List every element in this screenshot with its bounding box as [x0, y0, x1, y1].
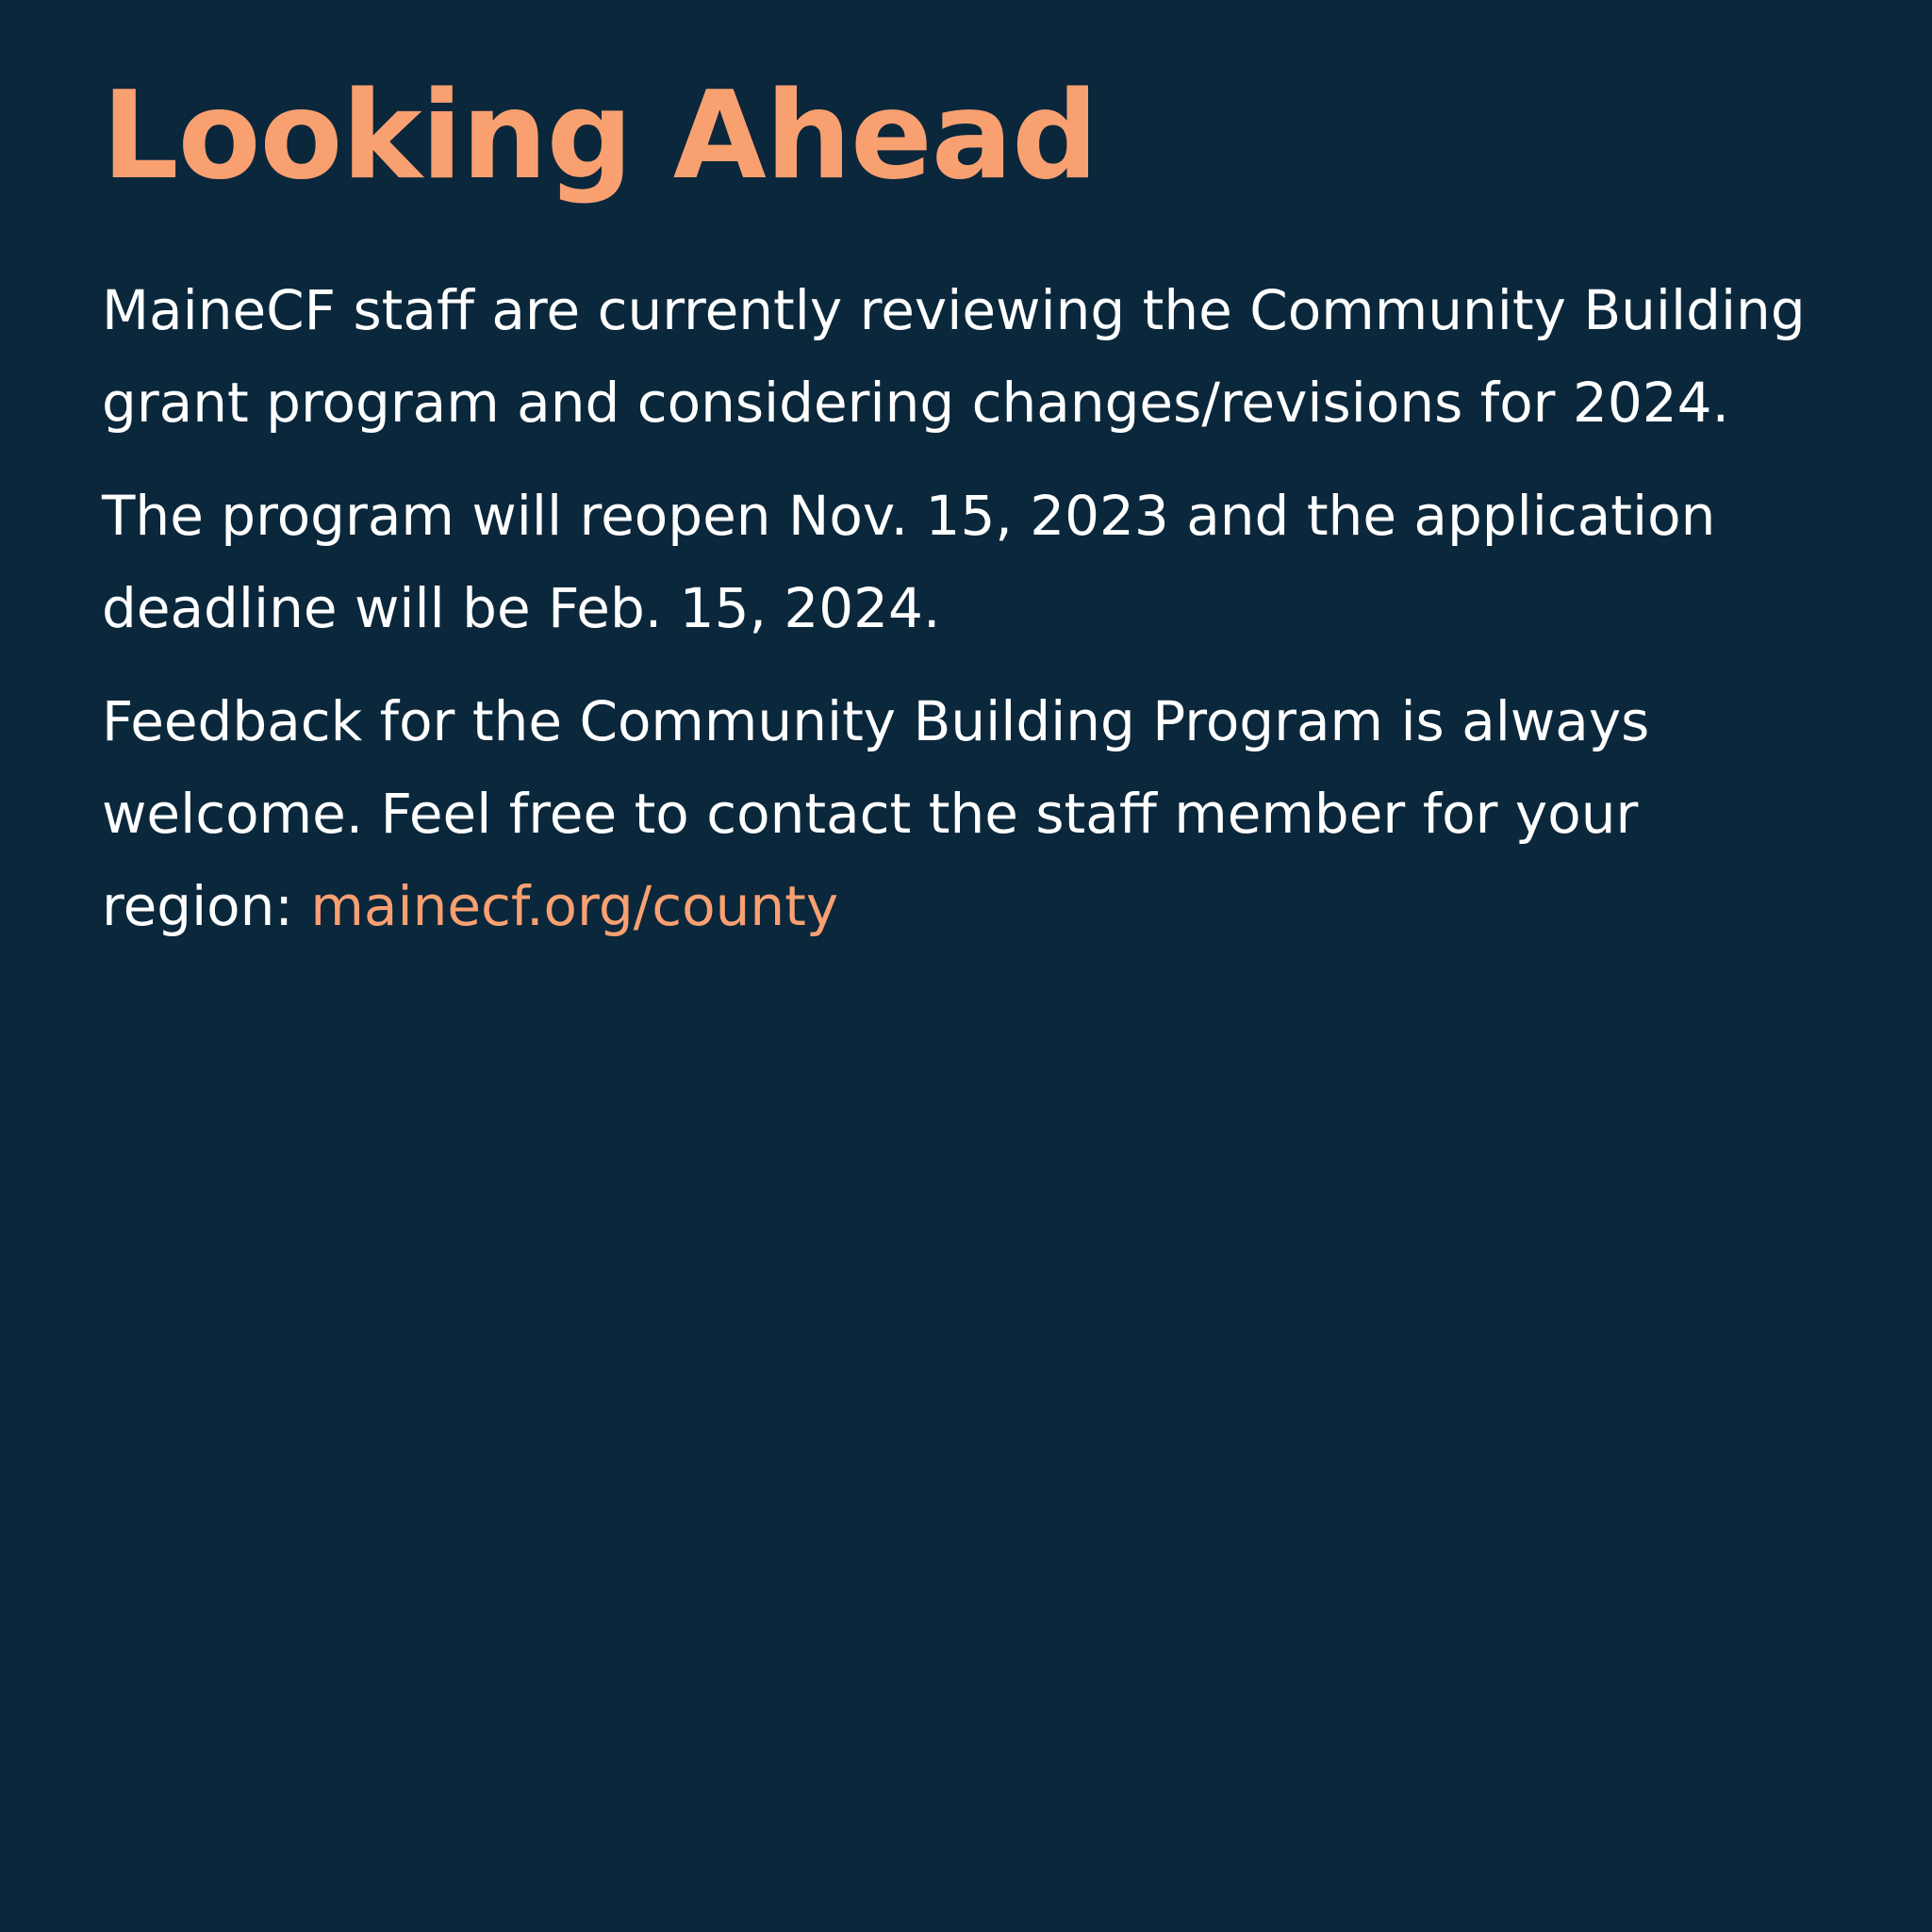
paragraph-review: MaineCF staff are currently reviewing the Community Building grant program and considering changes/revisions for 2024. — [102, 278, 1806, 435]
body-content — [102, 264, 1827, 952]
feedback-text: Feedback for the Community Building Program is always welcome. Feel free to contact the staff member for your region: — [102, 689, 1650, 938]
paragraph-feedback — [102, 675, 1827, 952]
paragraph-dates: The program will reopen Nov. 15, 2023 and the application deadline will be Feb. 15, 2024. — [102, 484, 1716, 640]
page-title: Looking Ahead — [102, 66, 1098, 206]
county-link[interactable]: mainecf.org/county — [310, 874, 839, 938]
